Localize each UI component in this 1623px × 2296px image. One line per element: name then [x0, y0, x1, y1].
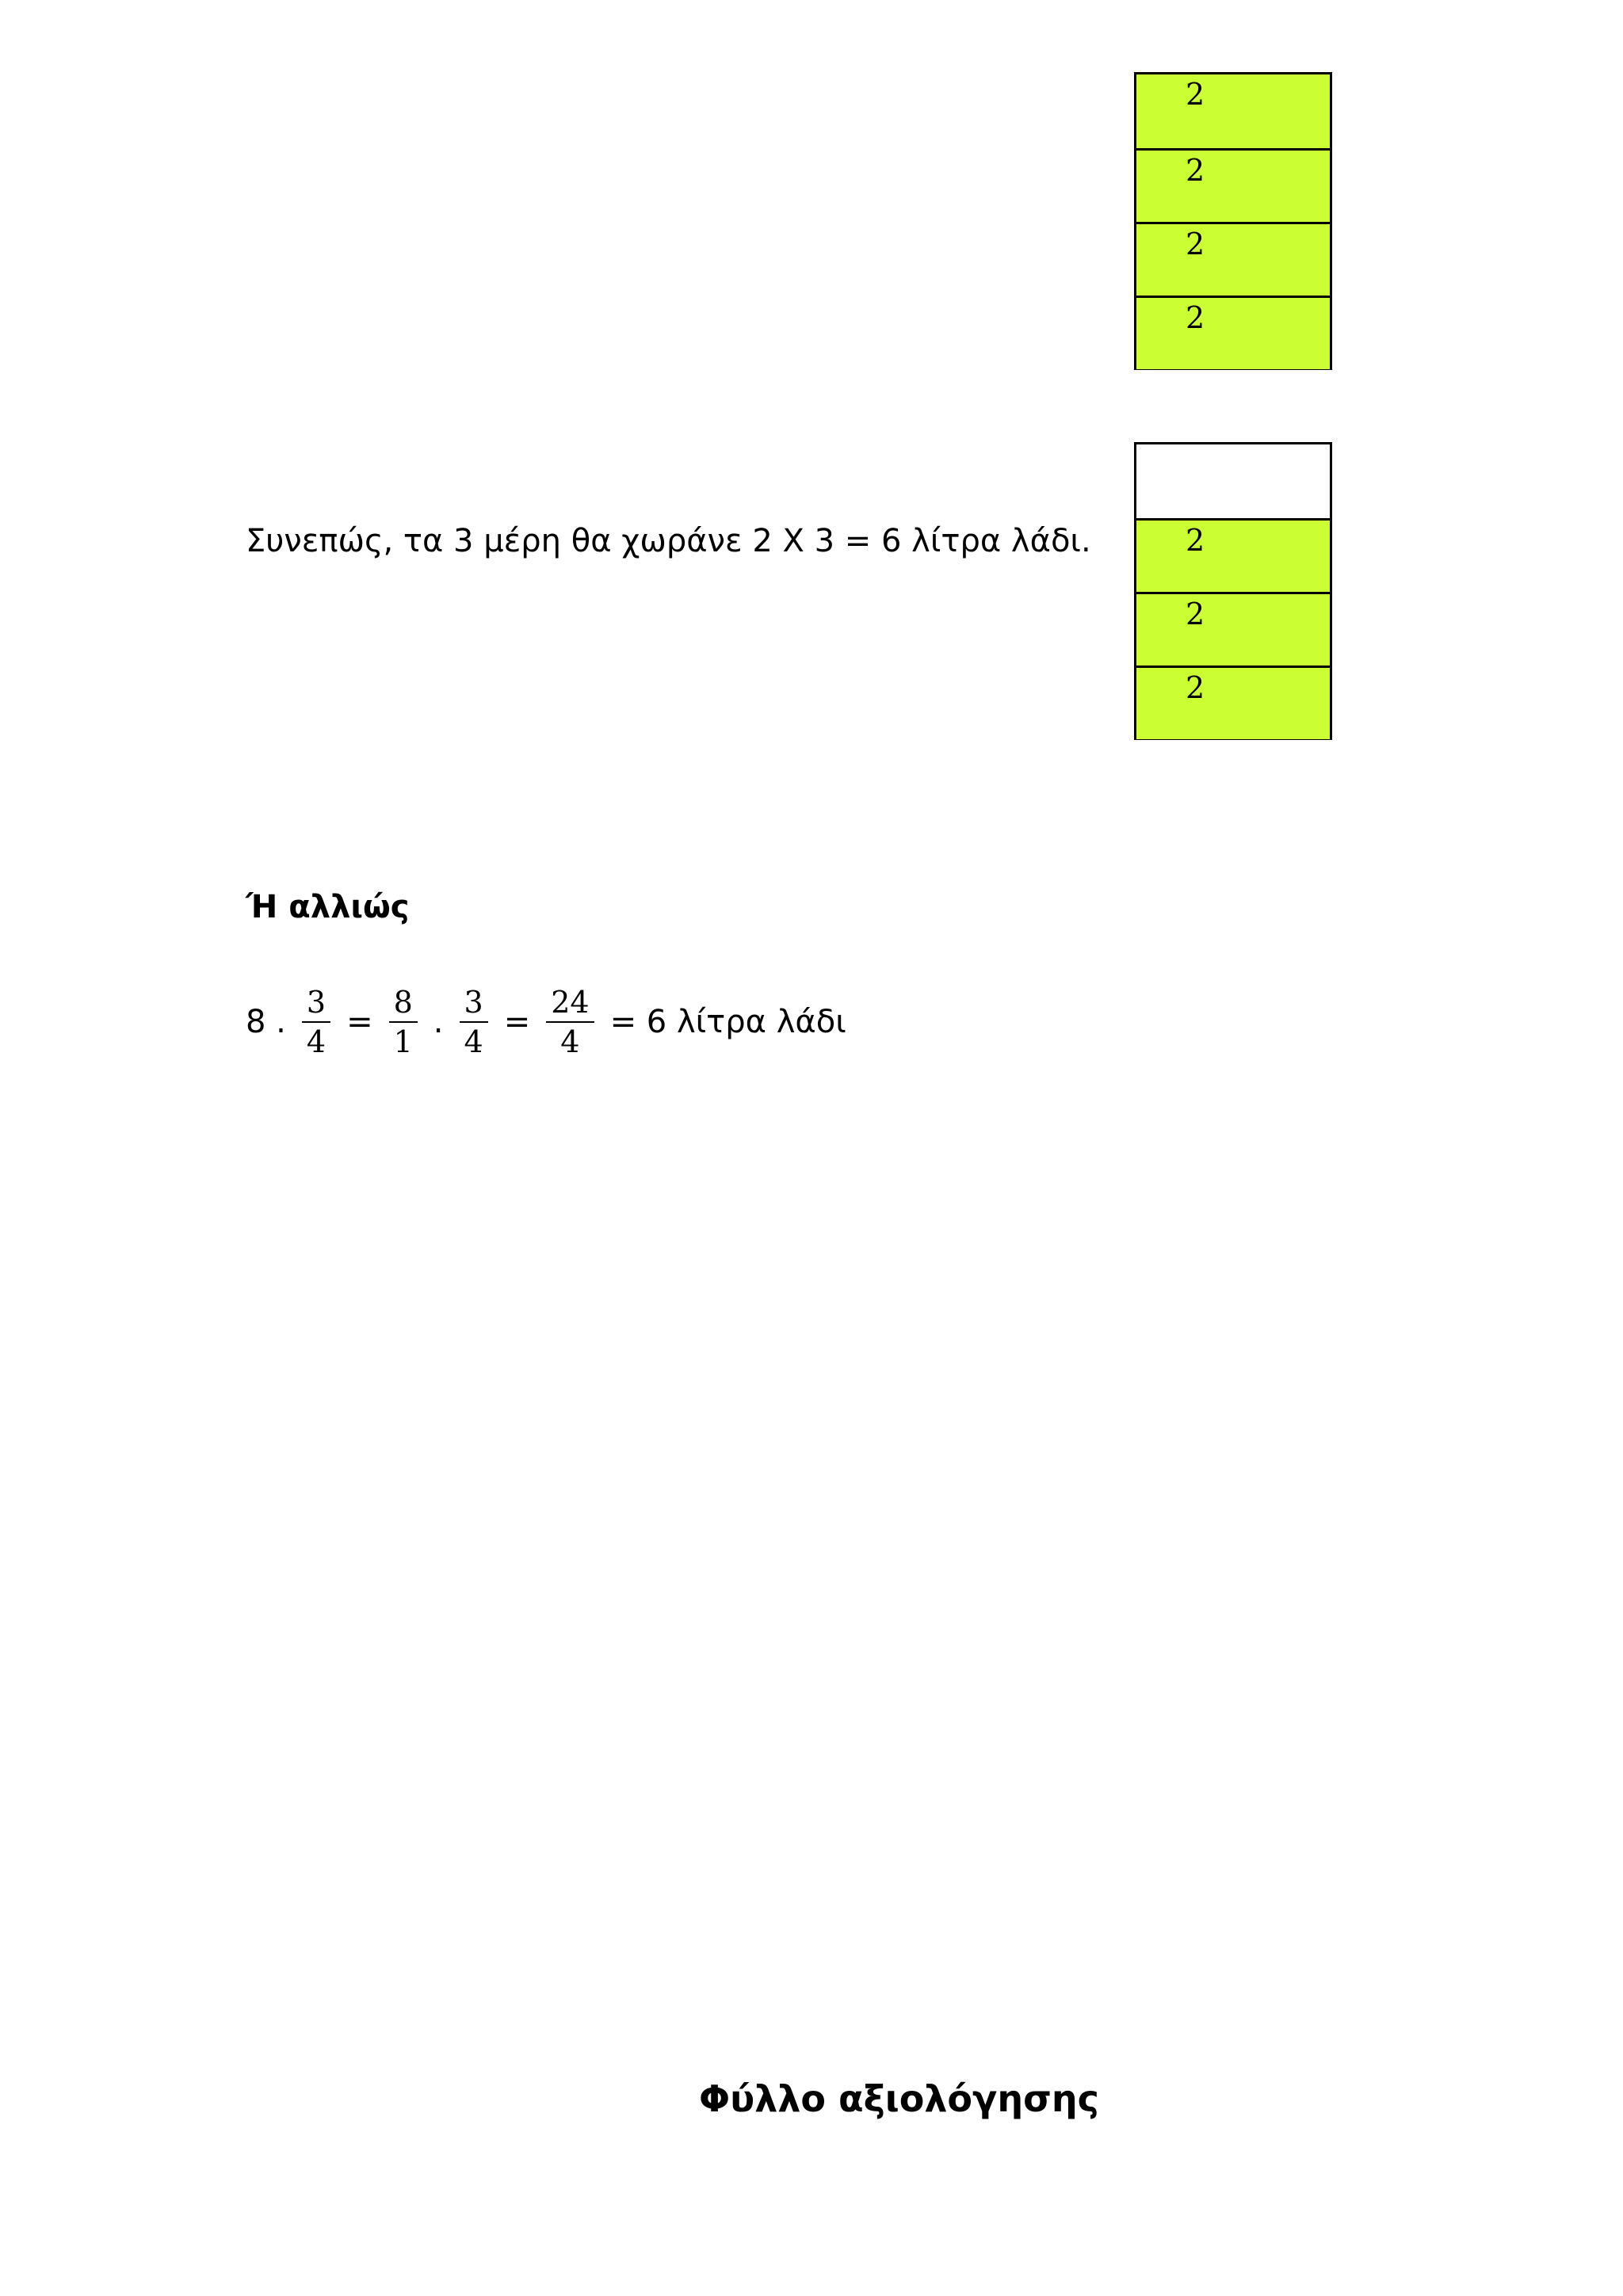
numerator: 3	[302, 983, 330, 1023]
bar-cell: 2	[1136, 74, 1330, 148]
bar-cell-empty	[1136, 444, 1330, 518]
bar-cell: 2	[1136, 518, 1330, 592]
fraction-equation	[246, 978, 846, 1066]
equals-sign: =	[503, 1004, 531, 1040]
bar-cell: 2	[1136, 666, 1330, 739]
bottom-bar-diagram	[1134, 442, 1332, 740]
denominator: 4	[560, 1024, 580, 1059]
numerator: 3	[460, 983, 488, 1023]
bar-cell: 2	[1136, 222, 1330, 296]
denominator: 1	[393, 1024, 413, 1059]
bar-cell: 2	[1136, 296, 1330, 369]
equation-lead: 8 .	[246, 1004, 286, 1040]
numerator: 8	[389, 983, 418, 1023]
conclusion-sentence: Συνεπώς, τα 3 μέρη θα χωράνε 2 Χ 3 = 6 λίτρα λάδι.	[246, 523, 1091, 559]
fraction	[546, 983, 594, 1061]
fraction	[460, 983, 488, 1061]
bar-cell: 2	[1136, 592, 1330, 666]
numerator: 24	[546, 983, 594, 1023]
denominator: 4	[464, 1024, 483, 1059]
multiply-dot: .	[433, 1004, 444, 1040]
alternative-heading: Ή αλλιώς	[246, 889, 410, 925]
fraction	[302, 983, 330, 1061]
fraction	[389, 983, 418, 1061]
top-bar-diagram	[1134, 72, 1332, 370]
denominator: 4	[306, 1024, 327, 1059]
equation-result: = 6 λίτρα λάδι	[609, 1004, 846, 1040]
bar-cell: 2	[1136, 148, 1330, 222]
equals-sign: =	[346, 1004, 373, 1040]
evaluation-sheet-title: Φύλλο αξιολόγησης	[699, 2077, 1099, 2120]
